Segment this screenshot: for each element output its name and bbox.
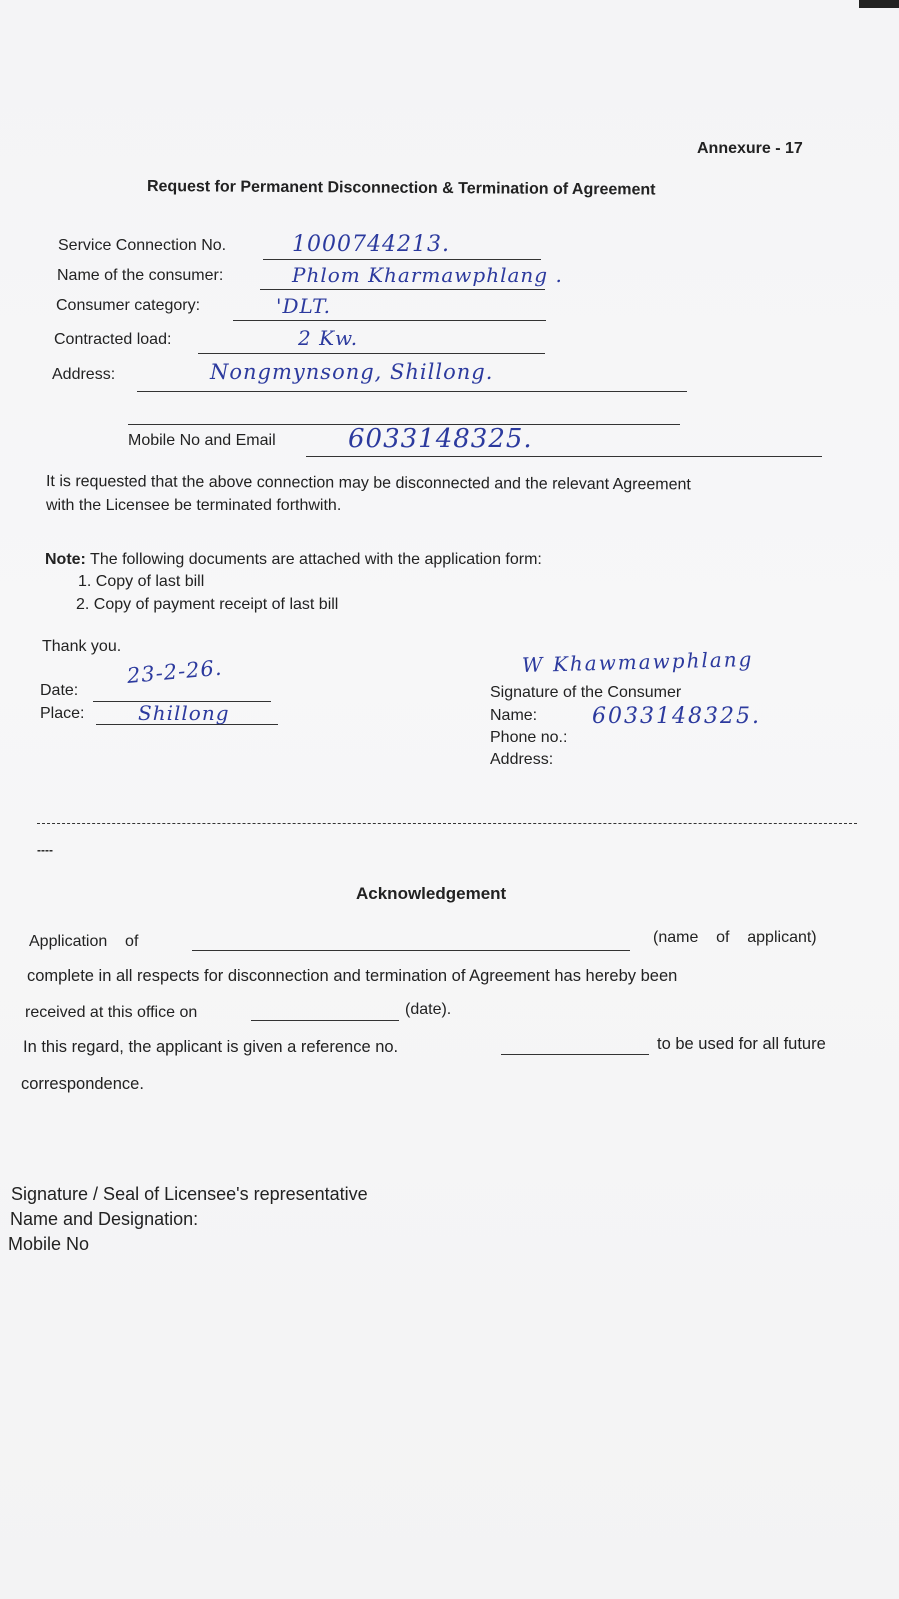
consumer-name-line [260,289,545,290]
licensee-mobile: Mobile No [8,1234,90,1254]
service-connection-value: 1000744213. [292,232,450,257]
load-label: Contracted load: [54,331,172,348]
consumer-name-label: Name of the consumer: [57,267,224,284]
consumer-address-label: Address: [490,751,554,768]
ack-line2: complete in all respects for disconnection and termination of Agreement has hereby been [27,967,678,985]
consumer-name-value: Phlom Kharmawphlang . [292,263,563,287]
load-line [198,353,545,354]
licensee-signature-seal: Signature / Seal of Licensee's representative [11,1184,368,1204]
licensee-name-designation: Name and Designation: [10,1209,199,1229]
page-title: Request for Permanent Disconnection & Termination of Agreement [146,178,656,199]
note-text: The following documents are attached with the application form: [85,551,542,568]
date-value: 23-2-26. [125,655,224,688]
service-connection-label: Service Connection No. [58,237,227,254]
ack-date: (date). [405,1001,452,1018]
dashed-separator [37,823,857,824]
phone-value: 6033148325. [592,704,761,729]
annexure-label: Annexure - 17 [697,140,803,157]
category-line [233,320,546,321]
reference-line [501,1054,649,1055]
service-connection-line [263,259,541,260]
mobile-line [306,456,822,457]
address-label: Address: [52,366,116,383]
phone-label: Phone no.: [490,729,568,746]
signature-label: Signature of the Consumer [490,684,682,701]
note [45,551,542,569]
request-text-line1: It is requested that the above connection may be disconnected and the relevant Agreement [45,473,691,494]
mobile-label: Mobile No and Email [128,432,276,449]
date-label: Date: [40,682,79,699]
thank-you: Thank you. [42,638,122,655]
category-label: Consumer category: [56,297,201,314]
acknowledgement-title: Acknowledgement [356,884,507,903]
ack-application-of: Application of [29,933,139,950]
received-date-line [251,1020,399,1021]
separator-short: ---- [37,843,53,857]
name-label: Name: [490,707,538,724]
address-value: Nongmynsong, Shillong. [210,360,494,384]
address-line-1 [137,391,687,392]
note-item-1: 1. Copy of last bill [78,573,205,590]
ack-name-of-applicant: (name of applicant) [653,929,817,946]
request-text-line2: with the Licensee be terminated forthwith. [46,497,342,514]
note-label: Note: [45,551,86,568]
ack-correspondence: correspondence. [21,1075,144,1093]
note-item-2: 2. Copy of payment receipt of last bill [76,596,339,613]
ack-received: received at this office on [25,1004,198,1021]
load-value: 2 Kw. [298,326,359,350]
place-label: Place: [40,705,85,722]
consumer-signature: W Khawmawphlang [521,646,754,677]
corner-dark-strip [859,0,899,8]
ack-future: to be used for all future [657,1035,826,1053]
category-value: 'DLT. [276,294,331,318]
mobile-value: 6033148325. [348,424,533,454]
place-value: Shillong [138,701,230,725]
applicant-name-line [192,950,630,951]
ack-reference: In this regard, the applicant is given a reference no. [23,1038,399,1056]
